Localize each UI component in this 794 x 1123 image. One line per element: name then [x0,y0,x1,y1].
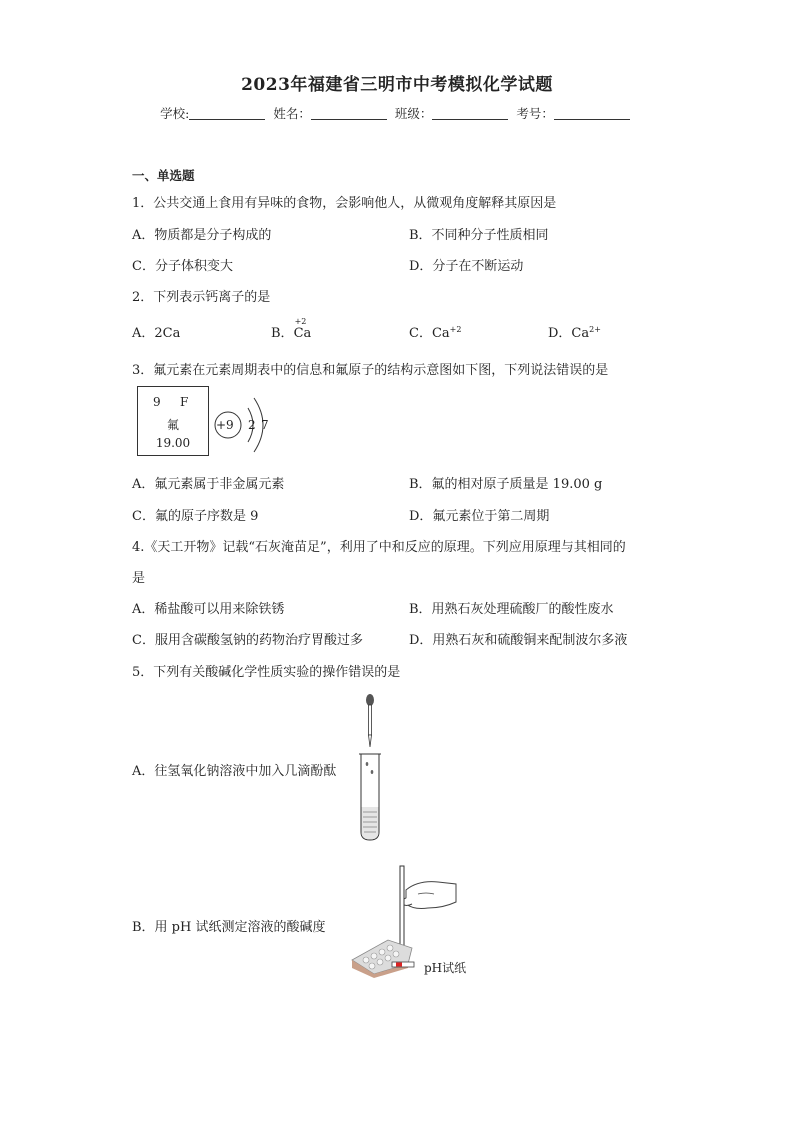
q1-option-b: B．不同种分子性质相同 [409,228,549,243]
q3-option-b: B．氟的相对原子质量是 19.00 g [409,477,603,492]
q2-option-d-label: D．Ca [548,326,590,341]
name-blank [311,107,387,120]
q2-option-d [548,322,601,341]
q2-option-a: A．2Ca [132,326,181,341]
dropper-glass [369,705,372,735]
ph-paper-spot [396,963,402,967]
shell-2-electrons: 7 [261,418,269,432]
droplet-1 [366,762,369,766]
dropper-bulb [366,694,374,706]
school-blank [189,107,265,120]
class-blank [432,107,508,120]
q3-option-c: C．氟的原子序数是 9 [132,509,259,524]
element-symbol: F [180,395,189,409]
dropper-tip [369,735,372,747]
q1-option-a: A．物质都是分子构成的 [132,228,272,243]
q3-option-a: A．氟元素属于非金属元素 [132,477,285,492]
page-title: 2023年福建省三明市中考模拟化学试题 [241,75,553,95]
q5-stem: 5．下列有关酸碱化学性质实验的操作错误的是 [132,665,401,680]
q3-stem: 3．氟元素在元素周期表中的信息和氟原子的结构示意图如下图，下列说法错误的是 [132,363,609,378]
number-blank [554,107,630,120]
atomic-mass: 19.00 [155,436,191,450]
q4-stem-line2: 是 [132,571,146,586]
dropper-test-tube-illustration [355,692,385,842]
q2-option-b [271,317,312,341]
number-label: 考号： [516,106,554,121]
atomic-number: 9 [153,395,161,409]
q2-valence-mark: +2 [294,317,307,326]
q5-option-b: B．用 pH 试纸测定溶液的酸碱度 [132,920,326,935]
q2-option-c [409,322,461,341]
periodic-table-cell [137,386,209,456]
q5-option-a: A．往氢氧化钠溶液中加入几滴酚酞 [132,764,337,779]
ph-paper-label: pH试纸 [424,961,467,975]
q2-option-c-label: C．Ca [409,326,450,341]
q2-option-b-label: B． [271,326,294,341]
q4-option-d: D．用熟石灰和硫酸铜来配制波尔多液 [409,633,628,648]
q2-stem: 2．下列表示钙离子的是 [132,290,271,305]
shell-1-electrons: 2 [248,418,256,432]
q1-option-c: C．分子体积变大 [132,259,233,274]
q2-option-c-sup: +2 [449,325,462,334]
q2-option-d-sup: 2+ [589,325,601,334]
nucleus-charge: +9 [216,418,234,432]
q4-option-c: C．服用含碳酸氢钠的药物治疗胃酸过多 [132,633,363,648]
q2-valence-symbol [293,317,312,341]
q4-option-a: A．稀盐酸可以用来除铁锈 [132,602,285,617]
student-info-line [0,104,794,122]
q1-option-d: D．分子在不断运动 [409,259,524,274]
class-label: 班级： [394,106,433,121]
ph-paper [392,962,414,967]
name-label: 姓名： [273,106,311,121]
hand [406,882,456,909]
q1-stem: 1．公共交通上食用有异味的食物，会影响他人，从微观角度解释其原因是 [132,196,557,211]
section-heading: 一、单选题 [132,168,195,183]
school-label: 学校: [160,106,190,121]
q4-stem-line1: 4.《天工开物》记载“石灰淹苗足”，利用了中和反应的原理。下列应用原理与其相同的 [132,540,626,555]
q2-valence-element: Ca [293,326,312,341]
q3-option-d: D．氟元素位于第二周期 [409,509,550,524]
droplet-2 [371,770,374,774]
element-name: 氟 [166,418,179,432]
q4-option-b: B．用熟石灰处理硫酸厂的酸性废水 [409,602,614,617]
